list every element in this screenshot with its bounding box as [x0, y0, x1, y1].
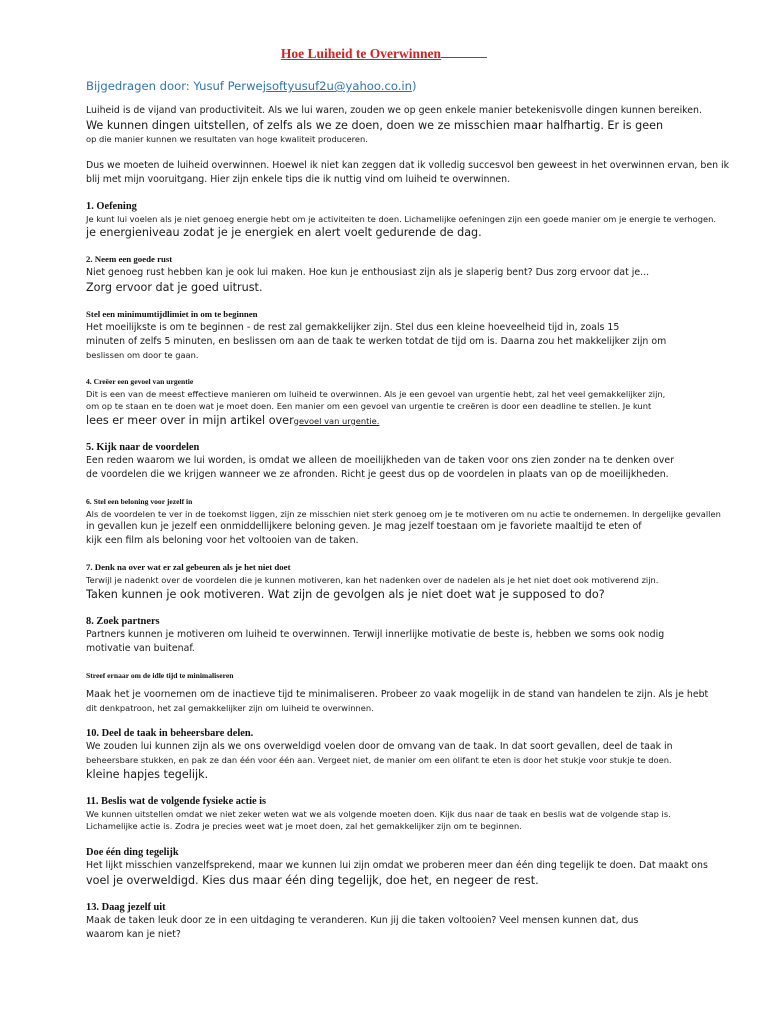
- text-line: kijk een film als beloning voor het voltooien van de taken.: [86, 535, 359, 546]
- tip-heading: 1. Oefening: [86, 200, 137, 212]
- text-line: in gevallen kun je jezelf een onmiddellijkere beloning geven. Je mag jezelf toestaan om je favoriete maaltijd te eten of: [86, 521, 642, 532]
- text-line: minuten of zelfs 5 minuten, en beslissen om aan de taak te werken totdat de tijd om is. Daarna zou het makkelijker zijn om: [86, 336, 667, 347]
- text-line: Taken kunnen je ook motiveren. Wat zijn de gevolgen als je niet doet wat je supposed to do?: [86, 587, 605, 601]
- contributor-email-link[interactable]: softyusuf2u@yahoo.co.in: [265, 79, 412, 93]
- tip-paragraph: [86, 859, 746, 888]
- text-line: Dus we moeten de luiheid overwinnen. Hoewel ik niet kan zeggen dat ik volledig succesvol ben geweest in het overwinnen ervan, ben ik: [86, 159, 730, 171]
- tip-heading: Doe één ding tegelijk: [86, 846, 179, 858]
- tip-paragraph: [86, 740, 746, 782]
- tip-paragraph: [86, 266, 746, 295]
- tip-paragraph: [86, 508, 746, 549]
- text-line: de voordelen die we krijgen wanneer we ze afronden. Richt je geest dus op de voordelen in plaats van op de moeilijkheden.: [86, 468, 669, 480]
- text-line: op die manier kunnen we resultaten van hoge kwaliteit produceren.: [86, 134, 368, 144]
- tip-heading: Stel een minimumtijdlimiet in om te beginnen: [86, 309, 258, 319]
- text-line: Maak het je voornemen om de inactieve tijd te minimaliseren. Probeer zo vaak mogelijk in de stand van handelen te zijn. Als je hebt: [86, 688, 709, 700]
- contributor-line: [86, 79, 746, 93]
- tip-heading: 7. Denk na over wat er zal gebeuren als je het niet doet: [86, 562, 291, 572]
- tip-paragraph: [86, 454, 746, 482]
- text-line: voel je overweldigd. Kies dus maar één ding tegelijk, doe het, en negeer de rest.: [86, 873, 539, 887]
- text-line: blij met mijn vooruitgang. Hier zijn enkele tips die ik nuttig vind om luiheid te overwinnen.: [86, 173, 511, 185]
- text-line: Zorg ervoor dat je goed uitrust.: [86, 281, 263, 294]
- tip-paragraph: [86, 808, 746, 833]
- tip-paragraph: [86, 914, 746, 942]
- title-text: Hoe Luiheid te Overwinnen: [280, 46, 442, 61]
- text-line: Luiheid is de vijand van productiviteit. Als we lui waren, zouden we op geen enkele manier betekenisvolle dingen kunnen bereiken.: [86, 105, 702, 116]
- tip-heading: 11. Beslis wat de volgende fysieke actie is: [86, 795, 267, 807]
- text-line: We kunnen uitstellen omdat we niet zeker weten wat we als volgende moeten doen. Kijk dus naar de taak en beslis wat de volgende stap is.: [86, 808, 671, 819]
- text-line: je energieniveau zodat je je energiek en alert voelt gedurende de dag.: [86, 226, 482, 239]
- text-segment: lees er meer over in mijn artikel over: [86, 413, 294, 427]
- intro-paragraph-1: [86, 104, 746, 146]
- tip-paragraph: [86, 388, 746, 428]
- text-line: Een reden waarom we lui worden, is omdat we alleen de moeilijkheden van de taken voor ons zien zonder na te denken over: [86, 454, 674, 466]
- tip-paragraph: [86, 213, 746, 241]
- title-underline: [441, 46, 487, 58]
- tip-heading: 4. Creëer een gevoel van urgentie: [86, 376, 194, 386]
- tip-heading: 2. Neem een goede rust: [86, 254, 173, 264]
- text-line: Het moeilijkste is om te beginnen - de rest zal gemakkelijker zijn. Stel dus een kleine hoeveelheid tijd in, zoals 15: [86, 322, 620, 333]
- urgency-article-link[interactable]: gevoel van urgentie.: [293, 415, 380, 426]
- text-line: We zouden lui kunnen zijn als we ons overweldigd voelen door de omvang van de taak. In dat soort gevallen, deel de taak in: [86, 741, 673, 752]
- text-line: Maak de taken leuk door ze in een uitdaging te veranderen. Kun jij die taken voltooien? Veel mensen kunnen dat, dus: [86, 914, 639, 926]
- text-line: kleine hapjes tegelijk.: [86, 767, 209, 781]
- text-line: beslissen om door te gaan.: [86, 350, 199, 360]
- document-title: [0, 46, 768, 62]
- text-line: beheersbare stukken, en pak ze dan één voor één aan. Vergeet niet, de manier om een olifant te eten is door het stukje voor stukje te doen.: [86, 755, 672, 765]
- text-line: Niet genoeg rust hebben kan je ook lui maken. Hoe kun je enthousiast zijn als je slaperig bent? Dus zorg ervoor dat je...: [86, 267, 650, 278]
- tip-heading: 8. Zoek partners: [86, 615, 160, 627]
- text-line: motivatie van buitenaf.: [86, 642, 195, 654]
- tip-heading: 6. Stel een beloning voor jezelf in: [86, 496, 193, 506]
- text-line: [86, 413, 746, 428]
- text-line: We kunnen dingen uitstellen, of zelfs als we ze doen, doen we ze misschien maar halfhartig. Er is geen: [86, 119, 664, 132]
- text-line: om op te staan en te doen wat je moet doen. Een manier om een gevoel van urgentie te creëren is door een deadline te stellen. Je kunt: [86, 401, 652, 411]
- tip-heading: 5. Kijk naar de voordelen: [86, 441, 200, 453]
- text-line: Je kunt lui voelen als je niet genoeg energie hebt om je activiteiten te doen. Lichamelijke oefeningen zijn een goede manier om je energie te verhogen.: [86, 213, 716, 224]
- tip-paragraph: [86, 628, 746, 656]
- text-line: Als de voordelen te ver in de toekomst liggen, zijn ze misschien niet sterk genoeg om je te motiveren om nu actie te ondernemen. In dergelijke gevallen: [86, 508, 721, 519]
- contributor-prefix: Bijgedragen door: Yusuf Perwej: [86, 79, 266, 93]
- tip-heading: Streef ernaar om de idle tijd te minimaliseren: [86, 670, 234, 680]
- contributor-suffix: ): [411, 79, 417, 93]
- text-line: Het lijkt misschien vanzelfsprekend, maar we kunnen lui zijn omdat we proberen meer dan één ding tegelijk te doen. Dat maakt ons: [86, 859, 708, 871]
- tip-paragraph: [86, 574, 746, 602]
- text-line: waarom kan je niet?: [86, 928, 181, 940]
- document-body: [86, 104, 746, 942]
- tip-paragraph: [86, 688, 746, 715]
- text-line: Lichamelijke actie is. Zodra je precies weet wat je moet doen, zal het gemakkelijker zijn om te beginnen.: [86, 821, 522, 831]
- text-line: Partners kunnen je motiveren om luiheid te overwinnen. Terwijl innerlijke motivatie de beste is, hebben we soms ook nodig: [86, 628, 665, 640]
- text-line: Dit is een van de meest effectieve manieren om luiheid te overwinnen. Als je een gevoel van urgentie hebt, zal het veel gemakkelijker zijn,: [86, 388, 666, 399]
- tip-heading: 10. Deel de taak in beheersbare delen.: [86, 728, 254, 739]
- tip-paragraph: [86, 321, 746, 362]
- text-line: dit denkpatroon, het zal gemakkelijker zijn om luiheid te overwinnen.: [86, 702, 374, 713]
- text-line: Terwijl je nadenkt over de voordelen die je kunnen motiveren, kan het nadenken over de nadelen als je het niet doet ook motiverend zijn.: [86, 575, 659, 585]
- intro-paragraph-2: [86, 159, 746, 187]
- tip-heading: 13. Daag jezelf uit: [86, 901, 166, 913]
